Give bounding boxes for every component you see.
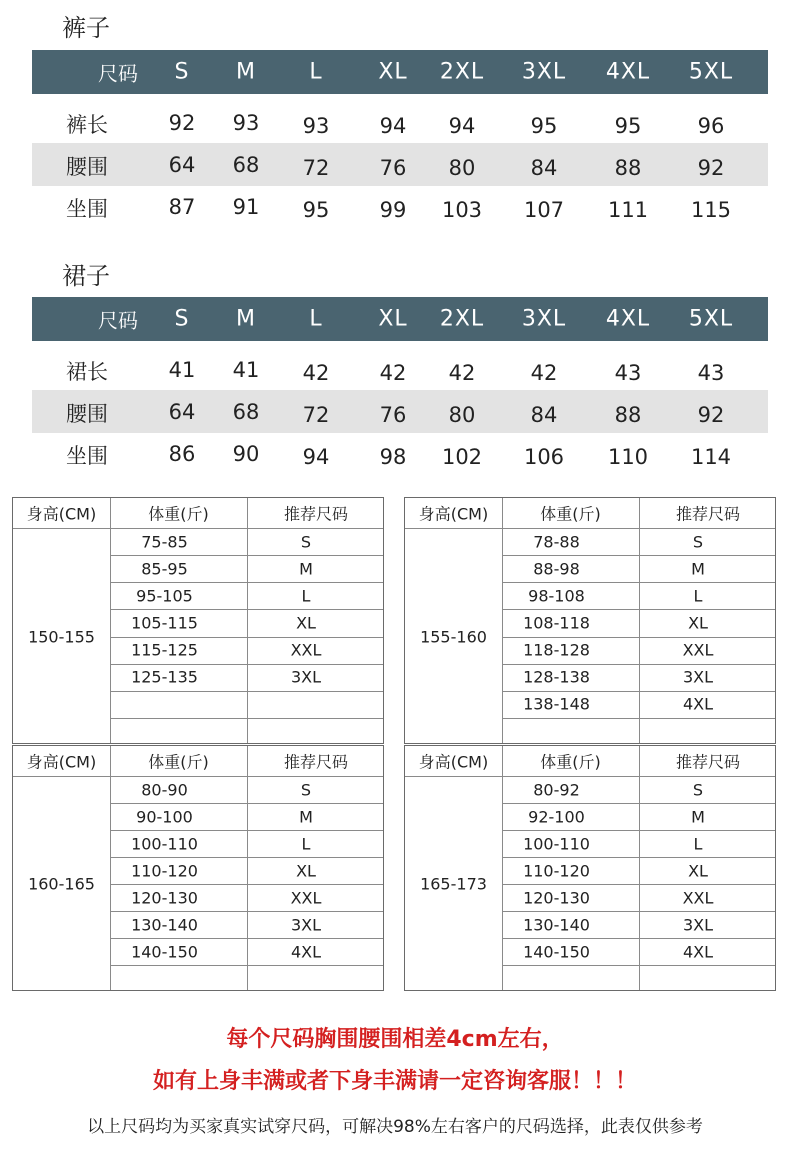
recommended-size-cell: 3XL [682,915,714,934]
weight-range-cell: 110-120 [523,861,590,880]
grid-row-divider [502,884,775,885]
skirt-cell: 76 [379,403,407,427]
skirt-cell: 42 [302,361,330,385]
pants-cell: 84 [530,156,558,180]
skirt-size-4xl: 4XL [605,306,651,332]
weight-range-cell: 108-118 [523,613,590,633]
weight-range-cell: 130-140 [131,915,198,934]
weight-range-cell: 120-130 [131,888,198,907]
pants-cell: 72 [302,156,330,180]
grid-row-divider [502,857,775,858]
grid-header-cell: 体重(斤) [148,504,209,524]
recommended-size-cell: XL [688,613,708,633]
pants-cell: 93 [232,111,260,135]
grid-header-cell: 推荐尺码 [675,504,741,524]
grid-row-divider [502,911,775,912]
recommended-size-cell: L [301,586,311,606]
recommended-size-cell: 4XL [682,694,714,714]
grid-header-cell: 推荐尺码 [283,504,349,524]
weight-range-cell: 128-138 [523,667,590,687]
pants-size-3xl: 3XL [521,59,567,85]
size-recommend-table-3 [12,745,384,991]
recommended-size-cell: M [299,807,313,826]
pants-cell: 87 [168,195,196,219]
skirt-cell: 42 [448,361,476,385]
grid-column-divider [247,498,248,743]
recommended-size-cell: S [692,532,704,552]
weight-range-cell: 118-128 [523,640,590,660]
grid-row-divider [502,609,775,610]
weight-range-cell: 140-150 [523,942,590,961]
skirt-header-label: 尺码 [98,308,138,333]
note-size-difference: 每个尺码胸围腰围相差4cm左右， [226,1027,564,1052]
skirt-cell: 98 [379,445,407,469]
weight-range-cell: 80-92 [533,780,580,799]
recommended-size-cell: XXL [682,888,714,907]
pants-size-4xl: 4XL [605,59,651,85]
grid-header-cell: 推荐尺码 [675,752,741,772]
grid-header-cell: 身高(CM) [418,752,489,772]
pants-cell: 103 [441,198,483,222]
skirt-size-2xl: 2XL [439,306,485,332]
weight-range-cell: 105-115 [131,613,198,633]
recommended-size-cell: M [691,559,705,579]
grid-row-divider [110,609,383,610]
skirt-cell: 114 [690,445,732,469]
skirt-cell: 43 [697,361,725,385]
skirt-size-xl: XL [378,306,408,332]
skirt-cell: 102 [441,445,483,469]
pants-cell: 95 [614,114,642,138]
recommended-size-cell: L [693,834,703,853]
grid-header-cell: 身高(CM) [418,504,489,524]
skirt-row-label: 坐围 [66,444,108,468]
grid-row-divider [502,555,775,556]
pants-cell: 95 [530,114,558,138]
grid-row-divider [502,965,775,966]
skirt-cell: 41 [168,358,196,382]
skirt-cell: 84 [530,403,558,427]
grid-row-divider [110,664,383,665]
recommended-size-cell: XXL [682,640,714,660]
grid-row-divider [110,965,383,966]
skirt-cell: 42 [530,361,558,385]
grid-row-divider [502,691,775,692]
weight-range-cell: 125-135 [131,667,198,687]
skirt-cell: 90 [232,442,260,466]
grid-row-divider [502,664,775,665]
pants-cell: 88 [614,156,642,180]
pants-cell: 93 [302,114,330,138]
size-recommend-table-4 [404,745,776,991]
grid-header-cell: 体重(斤) [148,752,209,772]
grid-header-cell: 体重(斤) [540,752,601,772]
recommended-size-cell: M [691,807,705,826]
skirt-cell: 86 [168,442,196,466]
weight-range-cell: 78-88 [533,532,580,552]
grid-column-divider [502,746,503,990]
grid-header-divider [13,528,383,529]
skirt-size-l: L [309,306,323,332]
recommended-size-cell: L [693,586,703,606]
grid-row-divider [110,555,383,556]
pants-cell: 95 [302,198,330,222]
pants-row-label: 腰围 [66,155,108,179]
skirt-cell: 92 [697,403,725,427]
recommended-size-cell: 4XL [682,942,714,961]
grid-row-divider [110,884,383,885]
grid-header-divider [13,776,383,777]
pants-size-2xl: 2XL [439,59,485,85]
grid-row-divider [502,830,775,831]
pants-cell: 68 [232,153,260,177]
pants-cell: 91 [232,195,260,219]
grid-row-divider [502,803,775,804]
pants-cell: 96 [697,114,725,138]
pants-size-5xl: 5XL [688,59,734,85]
weight-range-cell: 100-110 [523,834,590,853]
pants-cell: 64 [168,153,196,177]
note-disclaimer: 以上尺码均为买家真实试穿尺码，可解决98%左右客户的尺码选择，此表仅供参考 [87,1117,703,1137]
grid-row-divider [502,637,775,638]
height-range-cell: 160-165 [28,874,95,894]
weight-range-cell: 130-140 [523,915,590,934]
pants-cell: 80 [448,156,476,180]
pants-size-xl: XL [378,59,408,85]
recommended-size-cell: XXL [290,888,322,907]
skirt-cell: 42 [379,361,407,385]
pants-row-label: 裤长 [66,113,108,137]
grid-column-divider [110,498,111,743]
recommended-size-cell: M [299,559,313,579]
pants-cell: 107 [523,198,565,222]
recommended-size-cell: S [300,532,312,552]
weight-range-cell: 100-110 [131,834,198,853]
recommended-size-cell: XL [688,861,708,880]
grid-row-divider [110,830,383,831]
pants-cell: 94 [379,114,407,138]
grid-row-divider [110,938,383,939]
skirt-row-label: 裙长 [66,360,108,384]
recommended-size-cell: 3XL [290,667,322,687]
grid-header-cell: 身高(CM) [26,752,97,772]
size-recommend-table-1 [12,497,384,744]
skirt-cell: 64 [168,400,196,424]
skirt-size-5xl: 5XL [688,306,734,332]
recommended-size-cell: L [301,834,311,853]
height-range-cell: 165-173 [420,874,487,894]
pants-title: 裤子 [62,14,110,42]
weight-range-cell: 110-120 [131,861,198,880]
recommended-size-cell: 4XL [290,942,322,961]
grid-row-divider [502,938,775,939]
weight-range-cell: 98-108 [528,586,585,606]
skirt-cell: 80 [448,403,476,427]
grid-row-divider [110,718,383,719]
weight-range-cell: 140-150 [131,942,198,961]
grid-row-divider [502,718,775,719]
size-recommend-table-2 [404,497,776,744]
grid-row-divider [110,637,383,638]
skirt-row-label: 腰围 [66,402,108,426]
weight-range-cell: 115-125 [131,640,198,660]
grid-row-divider [110,582,383,583]
skirt-size-s: S [174,306,190,332]
weight-range-cell: 90-100 [136,807,193,826]
height-range-cell: 150-155 [28,627,95,646]
grid-row-divider [110,803,383,804]
grid-column-divider [247,746,248,990]
pants-cell: 92 [697,156,725,180]
skirt-title: 裙子 [62,262,110,290]
weight-range-cell: 88-98 [533,559,580,579]
grid-row-divider [110,911,383,912]
skirt-cell: 68 [232,400,260,424]
skirt-cell: 43 [614,361,642,385]
weight-range-cell: 95-105 [136,586,193,606]
weight-range-cell: 138-148 [523,694,590,714]
grid-header-cell: 身高(CM) [26,504,97,524]
weight-range-cell: 75-85 [141,532,188,552]
weight-range-cell: 85-95 [141,559,188,579]
pants-size-l: L [309,59,323,85]
skirt-cell: 72 [302,403,330,427]
recommended-size-cell: XXL [290,640,322,660]
pants-cell: 92 [168,111,196,135]
skirt-cell: 106 [523,445,565,469]
recommended-size-cell: XL [296,613,316,633]
grid-header-divider [405,776,775,777]
height-range-cell: 155-160 [420,627,487,646]
grid-column-divider [110,746,111,990]
pants-cell: 99 [379,198,407,222]
recommended-size-cell: S [300,780,312,799]
recommended-size-cell: S [692,780,704,799]
pants-cell: 115 [690,198,732,222]
skirt-cell: 110 [607,445,649,469]
grid-column-divider [639,498,640,743]
grid-header-cell: 推荐尺码 [283,752,349,772]
grid-column-divider [639,746,640,990]
grid-row-divider [110,857,383,858]
weight-range-cell: 120-130 [523,888,590,907]
weight-range-cell: 80-90 [141,780,188,799]
grid-header-divider [405,528,775,529]
grid-row-divider [502,582,775,583]
recommended-size-cell: 3XL [290,915,322,934]
skirt-cell: 88 [614,403,642,427]
skirt-cell: 94 [302,445,330,469]
recommended-size-cell: 3XL [682,667,714,687]
grid-row-divider [110,691,383,692]
pants-cell: 111 [607,198,649,222]
pants-cell: 94 [448,114,476,138]
pants-size-m: M [236,59,256,85]
pants-cell: 76 [379,156,407,180]
grid-header-cell: 体重(斤) [540,504,601,524]
pants-row-label: 坐围 [66,197,108,221]
grid-column-divider [502,498,503,743]
pants-size-s: S [174,59,190,85]
weight-range-cell: 92-100 [528,807,585,826]
skirt-size-m: M [236,306,256,332]
pants-header-label: 尺码 [98,61,138,86]
skirt-cell: 41 [232,358,260,382]
skirt-size-3xl: 3XL [521,306,567,332]
note-contact-service: 如有上身丰满或者下身丰满请一定咨询客服！！！ [152,1069,637,1094]
recommended-size-cell: XL [296,861,316,880]
